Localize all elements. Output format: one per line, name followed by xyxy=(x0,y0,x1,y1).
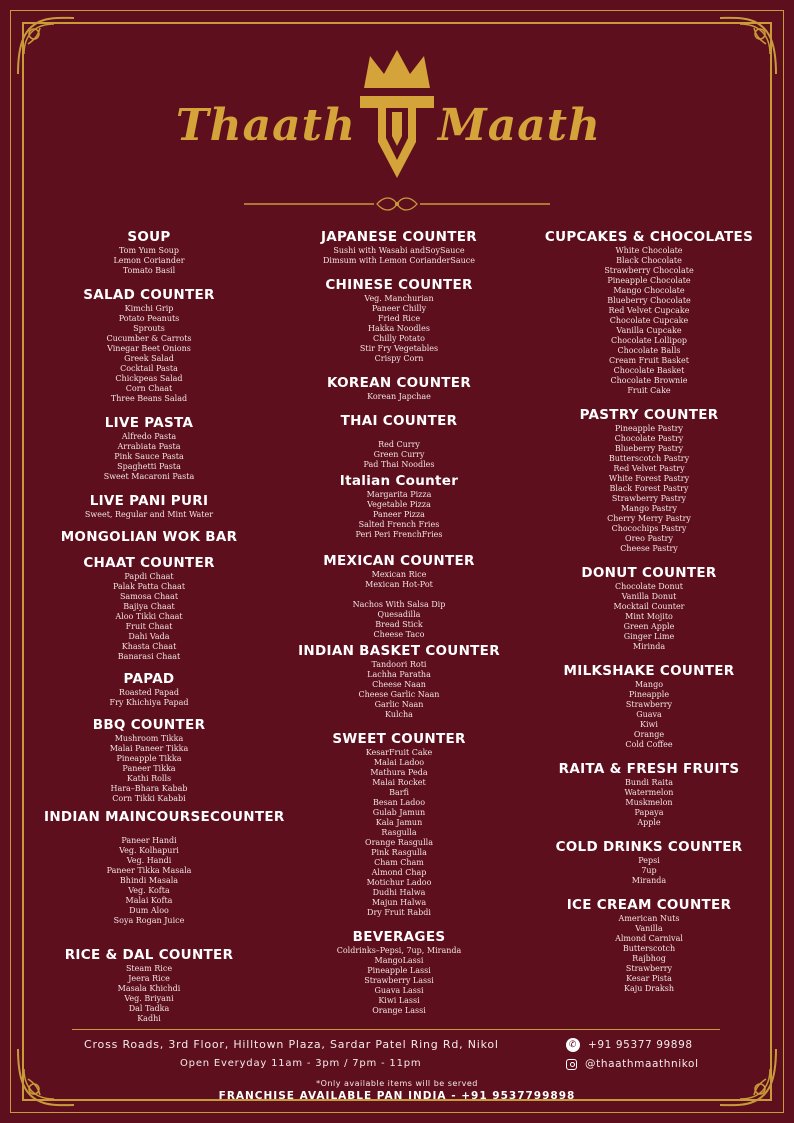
menu-item: Red Velvet Pastry xyxy=(613,464,685,473)
opening-hours: Open Everyday 11am - 3pm / 7pm - 11pm xyxy=(180,1058,422,1069)
section-items xyxy=(290,430,508,470)
section-title: DONUT COUNTER xyxy=(581,565,717,581)
menu-item: Chickpeas Salad xyxy=(115,374,183,383)
menu-section xyxy=(540,564,758,652)
menu-item: White Forest Pastry xyxy=(608,474,690,483)
menu-item: Mathura Peda xyxy=(370,768,428,777)
franchise-banner: FRANCHISE AVAILABLE PAN INDIA - +91 9537799898 xyxy=(218,1090,576,1102)
section-title: INDIAN MAINCOURSECOUNTER xyxy=(44,809,285,825)
menu-item: Kiwi xyxy=(640,720,658,729)
menu-item: Malai Rocket xyxy=(372,778,426,787)
menu-item: Corn Tikki Kababi xyxy=(112,794,186,803)
menu-item: Vanilla Donut xyxy=(621,592,677,601)
menu-section xyxy=(44,554,254,662)
menu-item: Kadhi xyxy=(137,1014,161,1023)
crown-crest-icon xyxy=(356,46,438,182)
menu-item: Palak Patta Chaat xyxy=(112,582,186,591)
menu-item: Butterscotch xyxy=(622,944,676,953)
section-title: CHINESE COUNTER xyxy=(325,277,473,293)
section-title: BBQ COUNTER xyxy=(92,717,206,733)
menu-item: Cocktail Pasta xyxy=(120,364,178,373)
section-title: INDIAN BASKET COUNTER xyxy=(298,643,500,659)
menu-item: Almond Chap xyxy=(371,868,427,877)
menu-item: Kathi Rolls xyxy=(126,774,172,783)
menu-item: Paneer Tikka xyxy=(122,764,176,773)
menu-section xyxy=(290,552,508,640)
menu-item: Nachos With Salsa Dip xyxy=(352,600,446,609)
menu-section xyxy=(540,228,758,396)
menu-item: Dum Aloo xyxy=(129,906,169,915)
section-items xyxy=(44,304,254,404)
menu-section xyxy=(44,670,254,708)
section-title: THAI COUNTER xyxy=(340,413,458,429)
menu-item: Mint Mojito xyxy=(625,612,673,621)
menu-item: Rajbhog xyxy=(632,954,666,963)
menu-item: Arrabiata Pasta xyxy=(117,442,181,451)
section-title: SALAD COUNTER xyxy=(83,287,215,303)
menu-item: Mexican Hot-Pot xyxy=(365,580,433,589)
menu-section xyxy=(540,760,758,828)
menu-item: Fruit Cake xyxy=(627,386,671,395)
menu-item: Potato Peanuts xyxy=(118,314,180,323)
menu-item: Veg. Handi xyxy=(126,856,172,865)
section-items xyxy=(290,490,508,540)
menu-item: Pineapple Tikka xyxy=(116,754,182,763)
menu-item: Steam Rice xyxy=(125,964,173,973)
menu-item: Crispy Corn xyxy=(374,354,424,363)
section-title: LIVE PASTA xyxy=(104,415,194,431)
menu-item: Bundi Raita xyxy=(625,778,673,787)
menu-item: Cheese Naan xyxy=(372,680,426,689)
brand-name-left: Thaath xyxy=(175,100,356,151)
menu-item: Strawberry xyxy=(625,964,673,973)
menu-item: Strawberry xyxy=(625,700,673,709)
menu-item: Samosa Chaat xyxy=(119,592,179,601)
menu-item: Pineapple Pastry xyxy=(614,424,684,433)
menu-item: Corn Chaat xyxy=(125,384,173,393)
footer-divider xyxy=(72,1029,720,1030)
menu-item: Cream Fruit Basket xyxy=(609,356,689,365)
menu-item: Chocolate Lollipop xyxy=(610,336,688,345)
menu-item: Mirinda xyxy=(632,642,666,651)
availability-note: *Only available items will be served xyxy=(316,1079,478,1088)
menu-item: Chocochips Pastry xyxy=(611,524,687,533)
menu-item: Chocolate Donut xyxy=(615,582,683,591)
menu-item: Mushroom Tikka xyxy=(114,734,184,743)
section-title: JAPANESE COUNTER xyxy=(320,229,477,245)
menu-item: Jeera Rice xyxy=(128,974,170,983)
menu-section xyxy=(44,286,254,404)
section-title: CHAAT COUNTER xyxy=(83,555,215,571)
menu-item: Blueberry Chocolate xyxy=(607,296,691,305)
menu-item: Orange Rasgulla xyxy=(365,838,433,847)
menu-item: Fried Rice xyxy=(377,314,421,323)
menu-item: Chocolate Cupcake xyxy=(609,316,689,325)
menu-section xyxy=(290,472,508,540)
section-title: MILKSHAKE COUNTER xyxy=(563,663,735,679)
menu-item: Dimsum with Lemon CorianderSauce xyxy=(323,256,475,265)
menu-item: Lachha Paratha xyxy=(367,670,431,679)
menu-item: Roasted Papad xyxy=(118,688,180,697)
menu-item: Kimchi Grip xyxy=(124,304,174,313)
menu-item: Paneer Pizza xyxy=(373,510,425,519)
section-items xyxy=(44,826,254,926)
menu-column-right xyxy=(540,228,758,994)
menu-item: Margarita Pizza xyxy=(366,490,432,499)
phone-contact[interactable] xyxy=(566,1038,693,1052)
menu-item: Stir Fry Vegetables xyxy=(359,344,439,353)
menu-item: Peri Peri FrenchFries xyxy=(355,530,443,539)
menu-item: Salted French Fries xyxy=(358,520,440,529)
menu-item: Fruit Chaat xyxy=(125,622,173,631)
menu-item: Cham Cham xyxy=(374,858,424,867)
menu-item: Almond Carnival xyxy=(615,934,683,943)
section-items xyxy=(540,680,758,750)
menu-item: Three Beans Salad xyxy=(110,394,188,403)
menu-item: Orange Lassi xyxy=(372,1006,426,1015)
section-items xyxy=(290,660,508,720)
menu-item: Papaya xyxy=(634,808,664,817)
menu-item: Cheese Taco xyxy=(373,630,425,639)
menu-section xyxy=(44,946,254,1024)
menu-item: Kesar Pista xyxy=(626,974,672,983)
menu-item: Tandoori Roti xyxy=(371,660,427,669)
menu-section xyxy=(44,414,254,482)
instagram-handle: @thaathmaathnikol xyxy=(585,1058,699,1070)
menu-item: Lemon Coriander xyxy=(113,256,185,265)
menu-item: Cucumber & Carrots xyxy=(106,334,192,343)
menu-item: Mexican Rice xyxy=(371,570,427,579)
menu-item: Tomato Basil xyxy=(122,266,176,275)
section-items xyxy=(540,424,758,554)
section-items xyxy=(44,688,254,708)
menu-item: Fry Khichiya Papad xyxy=(109,698,189,707)
menu-item xyxy=(290,590,508,600)
address-text: Cross Roads, 3rd Floor, Hilltown Plaza, Sardar Patel Ring Rd, Nikol xyxy=(84,1038,499,1051)
menu-item: Red Curry xyxy=(378,440,420,449)
menu-item: Malai Kofta xyxy=(125,896,173,905)
menu-item: Coldrinks–Pepsi, 7up, Miranda xyxy=(336,946,462,955)
menu-item: Strawberry Chocolate xyxy=(604,266,694,275)
section-items xyxy=(540,246,758,396)
section-items xyxy=(540,856,758,886)
menu-item: Mango Chocolate xyxy=(613,286,685,295)
menu-item: Dal Tadka xyxy=(128,1004,170,1013)
menu-item: Dudhi Halwa xyxy=(372,888,426,897)
menu-column-left xyxy=(44,228,285,1024)
instagram-contact[interactable] xyxy=(566,1058,699,1070)
menu-item: Pineapple xyxy=(628,690,670,699)
menu-item: Miranda xyxy=(631,876,667,885)
menu-item: Tom Yum Soup xyxy=(118,246,180,255)
menu-item: Sprouts xyxy=(133,324,165,333)
section-items xyxy=(540,914,758,994)
menu-item: Banarasi Chaat xyxy=(117,652,181,661)
menu-item: Sweet Macaroni Pasta xyxy=(103,472,195,481)
menu-section xyxy=(290,730,508,918)
menu-section xyxy=(44,808,285,926)
menu-item: Malai Paneer Tikka xyxy=(109,744,189,753)
menu-item: Black Chocolate xyxy=(616,256,682,265)
section-items xyxy=(290,946,508,1016)
section-items xyxy=(44,432,254,482)
menu-item: Veg. Manchurian xyxy=(364,294,434,303)
menu-item: Barfi xyxy=(389,788,409,797)
section-title: LIVE PANI PURI xyxy=(89,493,209,509)
menu-section xyxy=(290,228,508,266)
menu-item: Chocolate Basket xyxy=(613,366,685,375)
menu-item: Vinegar Beet Onions xyxy=(107,344,191,353)
menu-item: Bread Stick xyxy=(375,620,423,629)
menu-section xyxy=(44,716,254,804)
menu-section xyxy=(290,928,508,1016)
menu-item: Cheese Garlic Naan xyxy=(358,690,440,699)
section-title: CUPCAKES & CHOCOLATES xyxy=(544,229,754,245)
menu-item: Sushi with Wasabi andSoySauce xyxy=(333,246,465,255)
menu-item: American Nuts xyxy=(618,914,680,923)
menu-item: Majun Halwa xyxy=(371,898,427,907)
menu-item: MangoLassi xyxy=(374,956,424,965)
section-items xyxy=(44,964,254,1024)
menu-item: Garlic Naan xyxy=(374,700,424,709)
menu-item: Strawberry Lassi xyxy=(364,976,434,985)
section-title: MONGOLIAN WOK BAR xyxy=(60,529,238,545)
section-items xyxy=(290,392,508,402)
menu-item: Papdi Chaat xyxy=(124,572,174,581)
menu-item: Gulab Jamun xyxy=(372,808,426,817)
menu-item: Guava xyxy=(636,710,662,719)
menu-section xyxy=(540,662,758,750)
menu-item: KesarFruit Cake xyxy=(365,748,433,757)
menu-item: Watermelon xyxy=(624,788,674,797)
menu-item: Mocktail Counter xyxy=(613,602,685,611)
menu-item: Kala Jamun xyxy=(375,818,423,827)
menu-item: Vanilla xyxy=(635,924,663,933)
menu-item: Masala Khichdi xyxy=(117,984,181,993)
menu-item: Veg. Kofta xyxy=(128,886,170,895)
menu-item: Pineapple Chocolate xyxy=(607,276,691,285)
section-title: SWEET COUNTER xyxy=(332,731,466,747)
menu-item: White Chocolate xyxy=(615,246,683,255)
menu-item: Green Curry xyxy=(373,450,425,459)
menu-item: Kiwi Lassi xyxy=(378,996,420,1005)
section-title: COLD DRINKS COUNTER xyxy=(555,839,743,855)
section-items xyxy=(44,246,254,276)
menu-item: Alfredo Pasta xyxy=(121,432,177,441)
brand-name-right: Maath xyxy=(438,100,602,151)
whatsapp-icon: ✆ xyxy=(566,1038,580,1052)
menu-section xyxy=(290,374,508,402)
menu-item: Bajiya Chaat xyxy=(123,602,175,611)
menu-item: Red Velvet Cupcake xyxy=(608,306,690,315)
ornamental-divider-icon xyxy=(244,196,550,212)
menu-item: Pad Thai Noodles xyxy=(363,460,435,469)
menu-item: Dry Fruit Rabdi xyxy=(367,908,431,917)
section-items xyxy=(290,570,508,640)
section-title: KOREAN COUNTER xyxy=(326,375,472,391)
menu-item: Aloo Tikki Chaat xyxy=(115,612,183,621)
corner-ornament-icon xyxy=(14,14,78,78)
menu-item: Apple xyxy=(637,818,661,827)
menu-item: Quesadilla xyxy=(377,610,421,619)
menu-item: Besan Ladoo xyxy=(372,798,426,807)
menu-item: Blueberry Pastry xyxy=(614,444,684,453)
menu-item: Vegetable Pizza xyxy=(367,500,431,509)
menu-item: Khasta Chaat xyxy=(121,642,177,651)
menu-item: Spaghetti Pasta xyxy=(117,462,181,471)
menu-item: Motichur Ladoo xyxy=(366,878,432,887)
menu-column-center xyxy=(290,228,508,1016)
menu-item: Ginger Lime xyxy=(623,632,675,641)
menu-item: Sweet, Regular and Mint Water xyxy=(84,510,214,519)
section-items xyxy=(290,294,508,364)
section-title: RICE & DAL COUNTER xyxy=(64,947,234,963)
menu-item: Greek Salad xyxy=(124,354,174,363)
menu-item xyxy=(290,430,508,440)
menu-item: Malai Ladoo xyxy=(373,758,425,767)
menu-item: Kulcha xyxy=(385,710,413,719)
menu-item: Rasgulla xyxy=(381,828,417,837)
section-items xyxy=(44,734,254,804)
menu-item: Paneer Chilly xyxy=(371,304,427,313)
menu-item: Soya Rogan Juice xyxy=(113,916,185,925)
menu-item: Cold Coffee xyxy=(625,740,673,749)
menu-item: Chocolate Brownie xyxy=(610,376,688,385)
menu-section xyxy=(44,228,254,276)
menu-section xyxy=(44,528,254,546)
menu-item: Cherry Merry Pastry xyxy=(607,514,691,523)
menu-item: Pineapple Lassi xyxy=(367,966,431,975)
section-items xyxy=(540,778,758,828)
section-items xyxy=(44,510,254,520)
menu-item: Dahi Vada xyxy=(128,632,170,641)
menu-item: Chocolate Balls xyxy=(617,346,681,355)
section-items xyxy=(290,246,508,266)
menu-item: Pepsi xyxy=(638,856,660,865)
section-items xyxy=(290,748,508,918)
section-items xyxy=(540,582,758,652)
menu-item: Mango Pastry xyxy=(620,504,678,513)
section-title: ICE CREAM COUNTER xyxy=(566,897,732,913)
menu-item: Korean Japchae xyxy=(367,392,431,401)
section-title: Italian Counter xyxy=(339,473,459,489)
menu-item: Hakka Noodles xyxy=(368,324,430,333)
menu-item: Chocolate Pastry xyxy=(614,434,684,443)
menu-section xyxy=(540,838,758,886)
menu-section xyxy=(290,642,508,720)
menu-item: 7up xyxy=(641,866,657,875)
menu-item: Pink Sauce Pasta xyxy=(114,452,184,461)
menu-item: Mango xyxy=(634,680,664,689)
menu-item: Chilly Potato xyxy=(373,334,425,343)
menu-item: Black Forest Pastry xyxy=(609,484,689,493)
menu-item: Pink Rasgulla xyxy=(371,848,427,857)
corner-ornament-icon xyxy=(716,14,780,78)
menu-item: Veg. Briyani xyxy=(124,994,174,1003)
menu-item: Hara–Bhara Kabab xyxy=(110,784,188,793)
section-title: SOUP xyxy=(127,229,171,245)
menu-section xyxy=(290,276,508,364)
section-title: MEXICAN COUNTER xyxy=(323,553,475,569)
menu-item: Paneer Handi xyxy=(121,836,177,845)
menu-item: Green Apple xyxy=(623,622,675,631)
menu-item: Muskmelon xyxy=(625,798,673,807)
menu-item: Orange xyxy=(633,730,665,739)
menu-item: Bhindi Masala xyxy=(119,876,179,885)
menu-item: Cheese Pastry xyxy=(620,544,678,553)
menu-section xyxy=(290,412,508,470)
menu-item: Veg. Kolhapuri xyxy=(119,846,179,855)
section-title: PAPAD xyxy=(123,671,175,687)
section-title: BEVERAGES xyxy=(352,929,446,945)
menu-item: Vanilla Cupcake xyxy=(616,326,682,335)
menu-item: Strawberry Pastry xyxy=(611,494,687,503)
instagram-icon xyxy=(566,1059,577,1070)
menu-section xyxy=(540,406,758,554)
menu-section xyxy=(44,492,254,520)
menu-section xyxy=(540,896,758,994)
menu-item xyxy=(44,826,254,836)
section-title: PASTRY COUNTER xyxy=(579,407,719,423)
menu-item: Butterscotch Pastry xyxy=(608,454,690,463)
phone-number: +91 95377 99898 xyxy=(588,1039,693,1051)
menu-item: Kaju Draksh xyxy=(623,984,675,993)
section-items xyxy=(44,572,254,662)
menu-item: Oreo Pastry xyxy=(625,534,673,543)
menu-item: Guava Lassi xyxy=(374,986,424,995)
menu-item: Paneer Tikka Masala xyxy=(106,866,192,875)
section-title: RAITA & FRESH FRUITS xyxy=(558,761,740,777)
